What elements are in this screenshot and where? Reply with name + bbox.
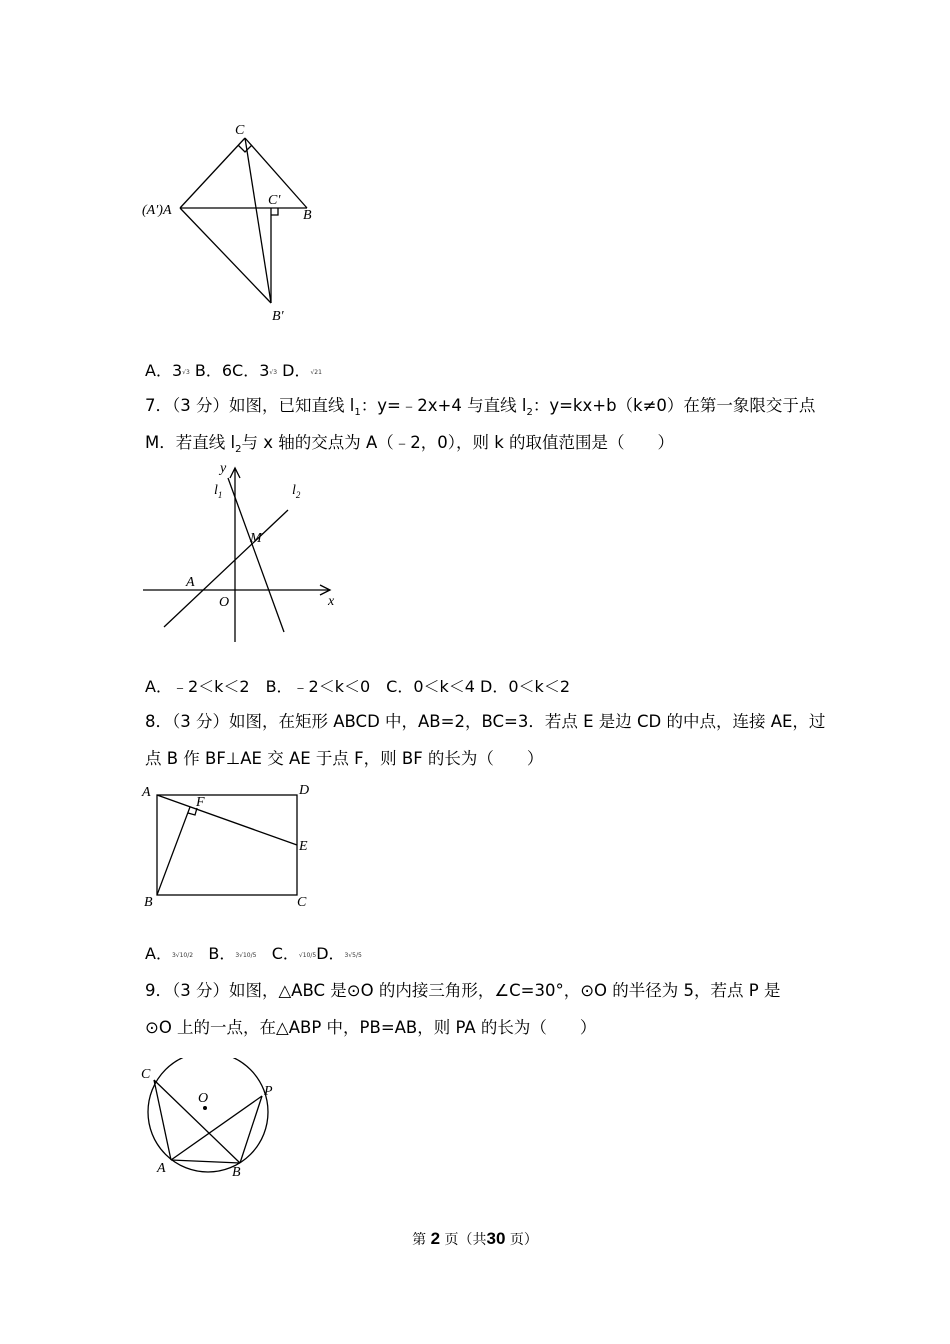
q7-figure (140, 460, 350, 650)
q7-options (145, 677, 570, 697)
q6-option-c-radical: √3 (269, 369, 278, 376)
q6-option-d: D． (282, 361, 311, 380)
label-m: M (250, 531, 262, 546)
q8-option-c-value: √10/5 (298, 952, 317, 959)
q9-text-2: ⊙O 上的一点，在△ABP 中，PB=AB，则 PA 的长为（ ） (145, 1018, 597, 1037)
label-x: x (328, 594, 335, 609)
label-o: O (198, 1091, 209, 1106)
q6-figure (140, 118, 340, 328)
q8-line-2 (145, 749, 543, 769)
q8-options (145, 944, 362, 966)
q7-text-3: ：y=kx+b（k≠0）在第一象限交于点 (532, 396, 816, 415)
q8-option-b: B． (208, 944, 236, 963)
q9-line-2 (145, 1018, 596, 1038)
label-a: (A′)A (142, 203, 172, 218)
label-e: E (299, 839, 308, 854)
q6-option-d-radical: √21 (310, 369, 322, 376)
label-a: A (186, 575, 195, 590)
q6-option-a: A．3 (145, 361, 183, 380)
label-y: y (220, 461, 227, 476)
q8-option-d: D． (316, 944, 345, 963)
label-l2 (292, 483, 301, 500)
label-l1-sub: 1 (217, 490, 223, 500)
q7-options-text: A．﹣2＜k＜2 B．﹣2＜k＜0 C．0＜k＜4 D．0＜k＜2 (145, 677, 571, 696)
q7-sub-1: 1 (354, 407, 361, 418)
q7-text-2: ：y=﹣2x+4 与直线 l (360, 396, 527, 415)
label-b: B (232, 1165, 241, 1180)
total-pages: 30 (486, 1229, 506, 1248)
label-a: A (142, 785, 151, 800)
label-l2-main: l (292, 483, 296, 498)
q7-line-2 (145, 433, 674, 460)
q7-text-4: M．若直线 l (145, 433, 236, 452)
q6-option-a-radical: √3 (182, 369, 190, 376)
label-c: C (141, 1067, 151, 1082)
label-c-prime: C′ (268, 193, 281, 208)
label-l1 (214, 483, 222, 500)
label-p: P (264, 1084, 273, 1099)
q9-figure (138, 1058, 288, 1188)
label-d: D (299, 783, 310, 798)
q8-text-1: 8．（3 分）如图，在矩形 ABCD 中，AB=2，BC=3．若点 E 是边 CD 的中点，连接 AE，过 (145, 712, 826, 731)
q8-option-d-value: 3√5/5 (344, 952, 362, 959)
footer-suffix: 页） (509, 1232, 538, 1248)
label-b: B (144, 895, 153, 910)
q8-line-1 (145, 712, 825, 732)
q9-line-1 (145, 981, 780, 1001)
label-c: C (297, 895, 307, 910)
label-o: O (219, 595, 230, 610)
q7-sub-2: 2 (526, 407, 533, 418)
page-footer (0, 1229, 950, 1249)
q8-option-a: A． (145, 944, 172, 963)
q6-options (145, 361, 322, 383)
label-c: C (235, 123, 245, 138)
q7-text-5: 与 x 轴的交点为 A（﹣2，0），则 k 的取值范围是（ ） (241, 433, 675, 452)
footer-prefix: 第 (412, 1232, 427, 1248)
q8-text-2: 点 B 作 BF⊥AE 交 AE 于点 F，则 BF 的长为（ ） (145, 749, 544, 768)
label-l1-main: l (214, 483, 218, 498)
q8-option-a-value: 3√10/2 (171, 952, 194, 959)
q8-option-b-value: 3√10/5 (235, 952, 257, 959)
q6-option-bc: B．6C．3 (194, 361, 270, 380)
q7-sub-3: 2 (235, 444, 242, 455)
page-number: 2 (430, 1229, 441, 1248)
footer-middle: 页（共 (444, 1232, 487, 1248)
label-b: B (303, 208, 312, 223)
label-a: A (157, 1161, 166, 1176)
q9-text-1: 9．（3 分）如图，△ABC 是⊙O 的内接三角形，∠C=30°，⊙O 的半径为 5，若点 P 是 (145, 981, 781, 1000)
label-b-prime: B′ (272, 309, 284, 324)
q7-text-1: 7．（3 分）如图，已知直线 l (145, 396, 355, 415)
q7-line-1 (145, 396, 815, 423)
q8-figure (140, 778, 330, 913)
label-f: F (196, 795, 205, 810)
label-l2-sub: 2 (295, 490, 301, 500)
q8-option-c: C． (271, 944, 299, 963)
